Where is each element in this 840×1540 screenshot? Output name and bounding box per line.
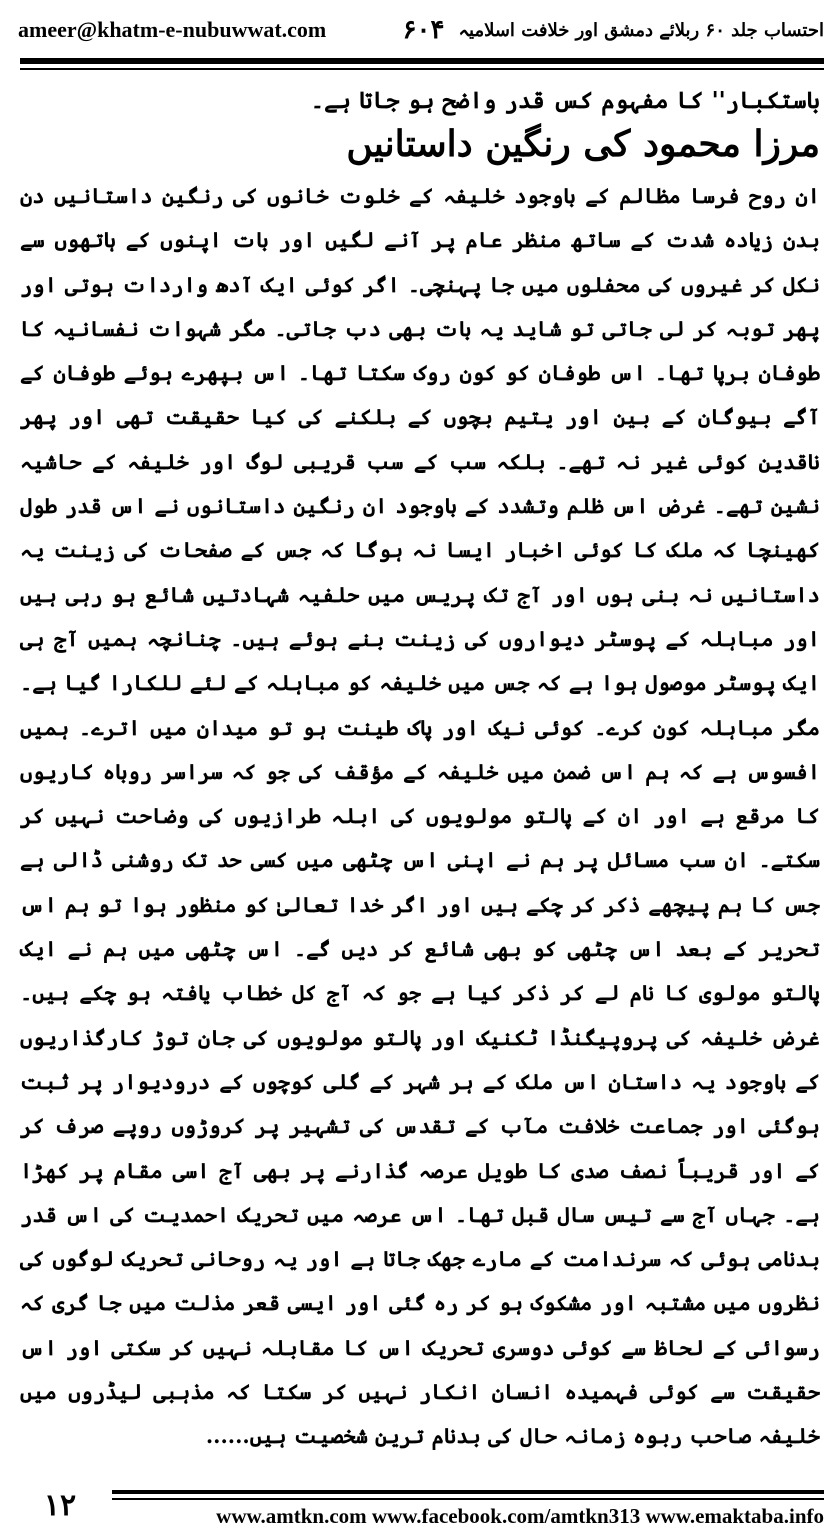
page-footer (20, 1484, 824, 1534)
header-page-number: ۶۰۴ (402, 15, 445, 45)
header-rule-thick (20, 58, 824, 64)
intro-line: باستکبار'' کا مفہوم کس قدر واضح ہو جاتا ہے۔ (310, 87, 820, 114)
section-heading: مرزا محمود کی رنگین داستانیں (346, 123, 820, 165)
page-header (18, 10, 824, 50)
body-paragraph: ان روح فرسا مظالم کے باوجود خلیفہ کے خلوت خانوں کی رنگین داستانیں دن بدن زیادہ شدت کے ساتھ منظر عام پر آنے لگیں اور بات اپنوں کے ہاتھوں سے نکل کر غیروں کی محفلوں میں جا پہنچی۔ اگر کوئی ایک آدھ واردات ہوتی اور پھر توبہ کر لی جاتی تو شاید یہ بات بھی دب جاتی۔ مگر شہوات نفسانیہ کا طوفان برپا تھا۔ اس طوفان کو کون روک سکتا تھا۔ اس بپھرے ہوئے طوفان کے آگے بیوگان کے بین اور یتیم بچوں کے بلکنے کی کیا حقیقت تھی اور پھر ناقدین کوئی غیر نہ تھے۔ بلکہ سب کے سب قریبی لوگ اور خلیفہ کے حاشیہ نشین تھے۔ غرض اس ظلم وتشدد کے باوجود ان رنگین داستانوں نے اس قدر طول کھینچا کہ ملک کا کوئی اخبار ایسا نہ ہوگا کہ جس کے صفحات کی زینت یہ داستانیں نہ بنی ہوں اور آج تک پریس میں حلفیہ شہادتیں شائع ہو رہی ہیں اور مباہلہ کے پوسٹر دیواروں کی زینت بنے ہوئے ہیں۔ چنانچہ ہمیں آج ہی ایک پوسٹر موصول ہوا ہے کہ جس میں خلیفہ کو مباہلہ کے لئے للکارا گیا ہے۔ مگر مباہلہ کون کرے۔ کوئی نیک اور پاک طینت ہو تو میدان میں اترے۔ ہمیں افسوس ہے کہ ہم اس ضمن میں خلیفہ کے مؤقف کی جو کہ سراسر روباہ کاریوں کا مرقع ہے اور ان کے پالتو مولویوں کی ابلہ طرازیوں کی وضاحت نہیں کر سکتے۔ ان سب مسائل پر ہم نے اپنی اس چٹھی میں کسی حد تک روشنی ڈالی ہے جس کا ہم پیچھے ذکر کر چکے ہیں اور اگر خدا تعالیٰ کو منظور ہوا تو ہم اس تحریر کے بعد اس چٹھی کو بھی شائع کر دیں گے۔ اس چٹھی میں ہم نے ایک پالتو مولوی کا نام لے کر ذکر کیا ہے جو کہ آج کل خطاب یافتہ ہو چکے ہیں۔ غرض خلیفہ کی پروپیگنڈا ٹکنیک اور پالتو مولویوں کی جان توڑ کارگذاریوں کے باوجود یہ داستان اس ملک کے ہر شہر کے گلی کوچوں کے درودیوار پر ثبت ہوگئی اور جماعت خلافت مآب کے تقدس کی تشہیر پر کروڑوں روپے صرف کر کے اور قریباً نصف صدی کا طویل عرصہ گذارنے پر بھی آج اسی مقام پر کھڑا ہے۔ جہاں آج سے تیس سال قبل تھا۔ اس عرصہ میں تحریک احمدیت کی اس قدر بدنامی ہوئی کہ سرندامت کے مارے جھک جاتا ہے اور یہ روحانی تحریک لوگوں کی نظروں میں مشتبہ اور مشکوک ہو کر رہ گئی اور ایسی قعر مذلت میں جا گری کہ رسوائی کے لحاظ سے کوئی دوسری تحریک اس کا مقابلہ نہیں کر سکتی اور اس حقیقت سے کوئی فہمیدہ انسان انکار نہیں کر سکتا کہ مذہبی لیڈروں میں خلیفہ صاحب ربوہ زمانہ حال کی بدنام ترین شخصیت ہیں...... (20, 183, 820, 1449)
header-right (403, 15, 824, 45)
page-body (20, 84, 820, 1459)
header-rule-thin (20, 68, 824, 70)
footer-rule-thin (112, 1498, 824, 1500)
book-title: احتساب جلد ۶۰ ربلائے دمشق اور خلافت اسلامیہ (458, 19, 824, 41)
header-email: ameer@khatm-e-nubuwwat.com (18, 17, 327, 42)
footer-rule-thick (112, 1490, 824, 1494)
footer-urls: www.amtkn.com www.facebook.com/amtkn313 www.emaktaba.info (216, 1504, 824, 1528)
footer-page-number: ۱۲ (43, 1488, 77, 1523)
